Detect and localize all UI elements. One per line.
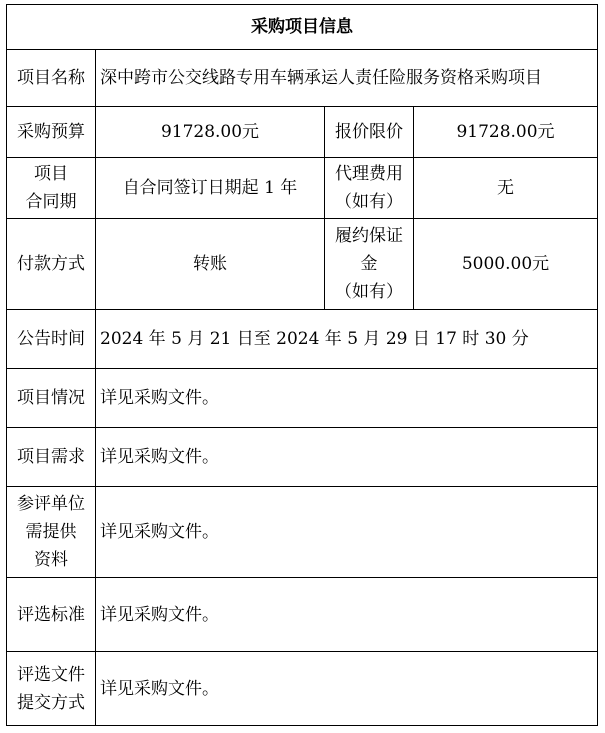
label-submission-line2: 提交方式 [17,692,85,713]
label-criteria: 评选标准 [7,578,96,652]
label-agency-fee-line2: （如有） [335,192,403,212]
row-contract-period [7,158,598,219]
label-participant-docs-line2: 需提供 [25,522,77,542]
label-price-limit: 报价限价 [325,107,414,158]
label-project-requirements: 项目需求 [7,428,96,487]
label-participant-docs [7,487,96,578]
label-deposit-line2: 金 [360,254,378,274]
label-deposit-line1: 履约保证 [335,226,403,246]
value-project-name: 深中跨市公交线路专用车辆承运人责任险服务资格采购项目 [96,50,598,107]
label-performance-deposit [325,219,414,310]
value-performance-deposit: 5000.00元 [414,219,598,310]
value-agency-fee: 无 [414,158,598,219]
value-criteria: 详见采购文件。 [96,578,598,652]
label-payment-method: 付款方式 [7,219,96,310]
label-participant-docs-line1: 参评单位 [17,494,85,514]
row-participant-docs [7,487,598,578]
label-contract-period [7,158,96,219]
label-submission [7,652,96,726]
value-contract-period: 自合同签订日期起 1 年 [96,158,325,219]
row-criteria [7,578,598,652]
label-agency-fee [325,158,414,219]
row-project-requirements [7,428,598,487]
row-notice-time [7,310,598,369]
row-project-name [7,50,598,107]
label-participant-docs-line3: 资料 [34,550,68,570]
row-submission [7,652,598,726]
value-payment-method: 转账 [96,219,325,310]
title-row [7,5,598,50]
procurement-info-table [6,4,598,726]
label-contract-period-line2: 合同期 [25,192,77,212]
label-project-name: 项目名称 [7,50,96,107]
row-project-status [7,369,598,428]
value-price-limit: 91728.00元 [414,107,598,158]
value-project-status: 详见采购文件。 [96,369,598,428]
row-budget [7,107,598,158]
value-submission: 详见采购文件。 [96,652,598,726]
label-deposit-line3: （如有） [335,282,403,302]
label-project-status: 项目情况 [7,369,96,428]
value-participant-docs: 详见采购文件。 [96,487,598,578]
label-agency-fee-line1: 代理费用 [335,164,403,184]
label-contract-period-line1: 项目 [34,164,68,184]
value-project-requirements: 详见采购文件。 [96,428,598,487]
value-budget: 91728.00元 [96,107,325,158]
label-notice-time: 公告时间 [7,310,96,369]
row-payment [7,219,598,310]
value-notice-time: 2024 年 5 月 21 日至 2024 年 5 月 29 日 17 时 30 分 [96,310,598,369]
table-title: 采购项目信息 [7,5,598,50]
label-submission-line1: 评选文件 [17,664,85,685]
label-budget: 采购预算 [7,107,96,158]
